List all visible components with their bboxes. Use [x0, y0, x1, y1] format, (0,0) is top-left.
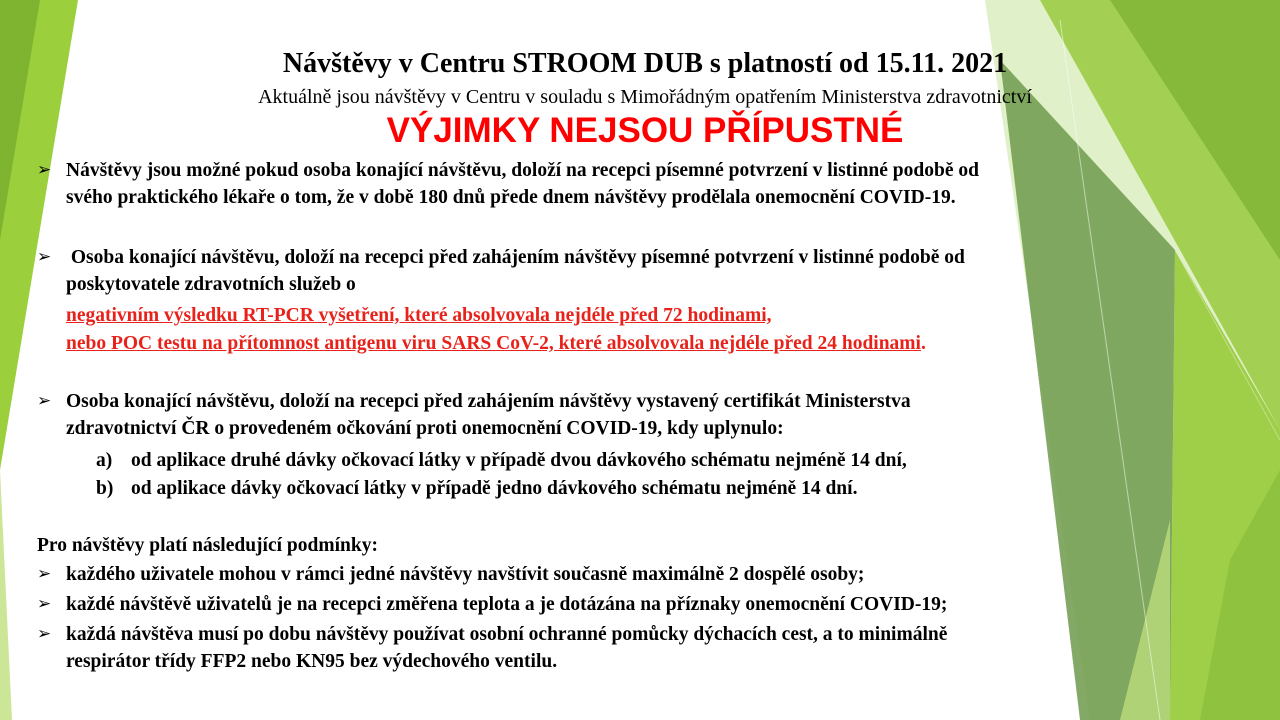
section2-line1: Osoba konající návštěvu, doloží na recepci před zahájením návštěvy písemné potvrzení v listinné podobě od — [66, 247, 965, 268]
bullet-arrow-icon: ➢ — [37, 391, 52, 411]
section3-line2: zdravotnictví ČR o provedeném očkování proti onemocnění COVID-19, kdy uplynulo: — [66, 418, 784, 439]
section3-line1: Osoba konající návštěvu, doloží na recepci před zahájením návštěvy vystavený certifikát Ministerstva — [66, 391, 911, 412]
bullet-arrow-icon: ➢ — [37, 564, 52, 584]
conditions-heading: Pro návštěvy platí následující podmínky: — [37, 535, 378, 556]
condition-item: každé návštěvě uživatelů je na recepci změřena teplota a je dotázána na příznaky onemocnění COVID-19; — [66, 594, 948, 615]
condition-item-continued: respirátor třídy FFP2 nebo KN95 bez výdechového ventilu. — [66, 651, 558, 672]
condition-item: každá návštěva musí po dobu návštěvy používat osobní ochranné pomůcky dýchacích cest, a to minimálně — [66, 624, 948, 645]
page-title: Návštěvy v Centru STROOM DUB s platností od 15.11. 2021 — [282, 48, 1008, 79]
section1-line2: svého praktického lékaře o tom, že v době 180 dnů přede dnem návštěvy prodělala onemocnění COVID-19. — [66, 187, 956, 208]
section2-red-line2-wrap — [66, 331, 926, 356]
section3-item-marker: b) — [96, 478, 114, 499]
section2-red-line1: negativním výsledku RT-PCR vyšetření, které absolvovala nejdéle před 72 hodinami, — [66, 305, 772, 326]
bullet-arrow-icon: ➢ — [37, 247, 52, 267]
section2-line2: poskytovatele zdravotních služeb o — [66, 274, 356, 295]
section3-item-text: od aplikace druhé dávky očkovací látky v případě dvou dávkového schématu nejméně 14 dní, — [131, 450, 907, 471]
bullet-arrow-icon: ➢ — [37, 624, 52, 644]
section2-red-line2: nebo POC testu na přítomnost antigenu viru SARS CoV-2, které absolvovala nejdéle před 24 hodinami — [66, 333, 921, 354]
page-subtitle: Aktuálně jsou návštěvy v Centru v souladu s Mimořádným opatřením Ministerstva zdravotnictví — [258, 86, 1032, 108]
bullet-arrow-icon: ➢ — [37, 594, 52, 614]
condition-item: každého uživatele mohou v rámci jedné návštěvy navštívit současně maximálně 2 dospělé osoby; — [66, 564, 865, 585]
bullet-arrow-icon: ➢ — [37, 160, 52, 180]
section2-red-dot: . — [920, 333, 926, 354]
section1-line1: Návštěvy jsou možné pokud osoba konající návštěvu, doloží na recepci písemné potvrzení v listinné podobě od — [66, 160, 979, 181]
section3-item-marker: a) — [96, 450, 113, 471]
section3-item-text: od aplikace dávky očkovací látky v případě jedno dávkového schématu nejméně 14 dní. — [131, 478, 858, 499]
warning-banner: VÝJIMKY NEJSOU PŘÍPUSTNÉ — [386, 111, 904, 150]
